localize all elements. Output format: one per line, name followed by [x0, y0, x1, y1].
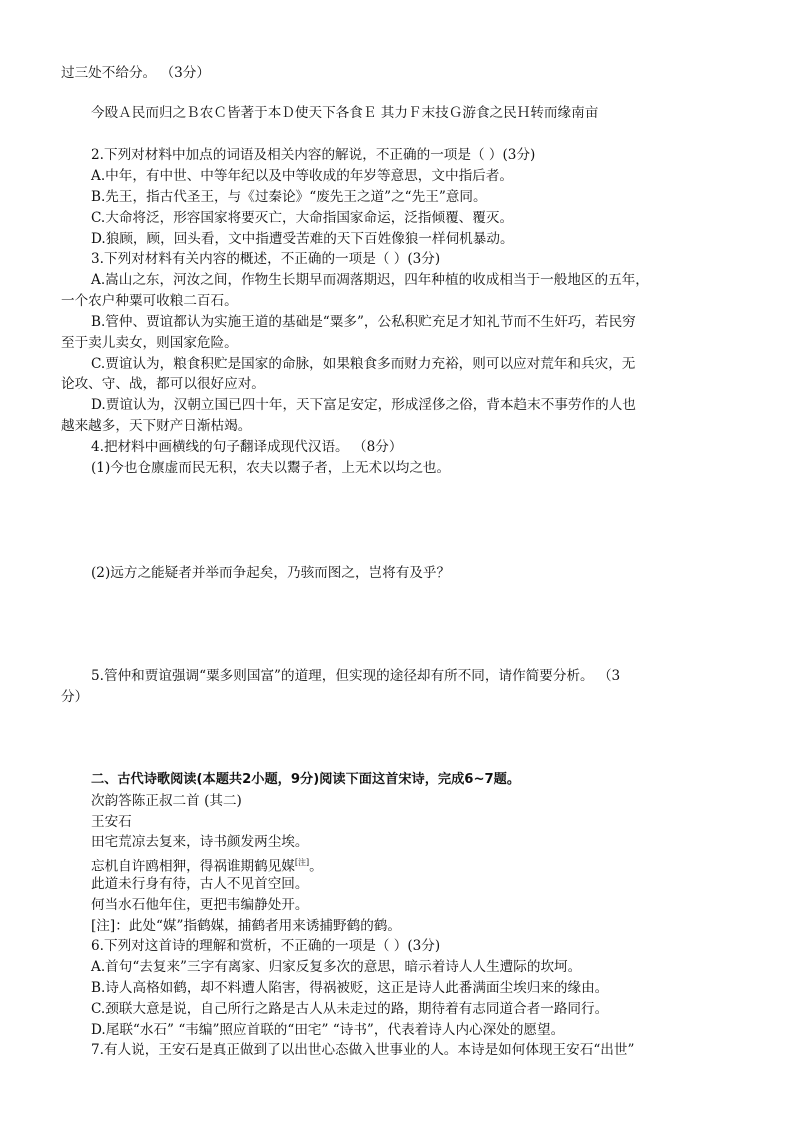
option-line: 越来越多，天下财产日渐枯竭。 — [61, 418, 252, 434]
text-line: 今殴Ａ民而归之Ｂ农Ｃ皆著于本Ｄ使天下各食Ｅ 其力Ｆ末技Ｇ游食之民Ｈ转而缘南亩 — [91, 105, 599, 121]
question-5: 5.管仲和贾谊强调“粟多则国富”的道理，但实现的途径却有所不同，请作简要分析。 （3 — [91, 668, 621, 684]
text-line: 过三处不给分。 （3分） — [61, 65, 210, 81]
sub-question: (1)今也仓廪虚而民无积，农夫以鬻子者，上无术以均之也。 — [91, 460, 451, 476]
option-line: C.颈联大意是说，自己所行之路是古人从未走过的路，期待着有志同道合者一路同行。 — [91, 1001, 609, 1017]
option-line: B.诗人高格如鹤，却不料遭人陷害，得祸被贬，这正是诗人此番满面尘埃归来的缘由。 — [91, 980, 609, 996]
option-line: B.先王，指古代圣王，与《过秦论》“废先王之道”之“先王”意同。 — [91, 189, 487, 205]
option-line: A.首句“去复来”三字有离家、归家反复多次的意思，暗示着诗人人生遭际的坎坷。 — [91, 959, 582, 975]
poem-line: 何当水石他年住，更把韦编静处开。 — [91, 897, 309, 913]
option-line: C.大命将泛，形容国家将要灭亡，大命指国家命运，泛指倾覆、覆灭。 — [91, 210, 514, 226]
option-line: D.贾谊认为，汉朝立国已四十年，天下富足安定，形成淫侈之俗，背本趋末不事劳作的人也 — [91, 397, 636, 413]
poem-line-text: 忘机自许鸥相狎，得祸谁期鹤见媒 — [91, 858, 295, 875]
question-3: 3.下列对材料有关内容的概述，不正确的一项是（ ）(3分) — [91, 251, 441, 267]
option-line: C.贾谊认为，粮食积贮是国家的命脉，如果粮食多而财力充裕，则可以应对荒年和兵灾，无 — [91, 356, 636, 372]
poem-note: [注]：此处“媒”指鹤媒，捕鹤者用来诱捕野鹤的鹤。 — [91, 918, 401, 934]
option-line: B.管仲、贾谊都认为实施王道的基础是“粟多”，公私积贮充足才知礼节而不生奸巧，若民穷 — [91, 314, 636, 330]
option-line: D.狼顾，顾，回头看，文中指遭受苦难的天下百姓像狼一样伺机暴动。 — [91, 231, 514, 247]
question-7: 7.有人说，王安石是真正做到了以出世心态做入世事业的人。本诗是如何体现王安石“出世” — [91, 1042, 635, 1058]
option-line: 一个农户种粟可收粮二百石。 — [61, 293, 238, 309]
poem-line: 此道未行身有待，古人不见首空回。 — [91, 876, 309, 892]
question-6: 6.下列对这首诗的理解和赏析，不正确的一项是（ ）(3分) — [91, 938, 441, 954]
poem-line: 忘机自许鸥相狎，得祸谁期鹤见媒[注]。 — [91, 858, 323, 875]
poem-author: 王安石 — [91, 814, 132, 830]
text-line: 分） — [61, 689, 89, 705]
poem-title: 次韵答陈正叔二首 (其二) — [91, 793, 242, 809]
option-line: D.尾联“水石” “韦编”照应首联的“田宅” “诗书”，代表着诗人内心深处的愿望。 — [91, 1022, 565, 1038]
question-4: 4.把材料中画横线的句子翻译成现代汉语。 （8分） — [91, 439, 403, 455]
option-line: 至于卖儿卖女，则国家危险。 — [61, 335, 238, 351]
poem-line: 田宅荒凉去复来，诗书颜发两尘埃。 — [91, 834, 309, 850]
note-mark: [注] — [294, 858, 310, 867]
section-heading: 二、古代诗歌阅读(本题共2小题，9分)阅读下面这首宋诗，完成6~7题。 — [91, 772, 521, 787]
question-2: 2.下列对材料中加点的词语及相关内容的解说，不正确的一项是（ ）(3分) — [91, 147, 536, 163]
option-line: A.中年，有中世、中等年纪以及中等收成的年岁等意思，文中指后者。 — [91, 168, 513, 184]
option-line: A.嵩山之东，河汝之间，作物生长期早而凋落期迟，四年种植的收成相当于一般地区的五年， — [91, 272, 649, 288]
sub-question: (2)远方之能疑者并举而争起矣，乃骇而图之，岂将有及乎？ — [91, 565, 451, 581]
option-line: 论攻、守、战，都可以很好应对。 — [61, 376, 265, 392]
